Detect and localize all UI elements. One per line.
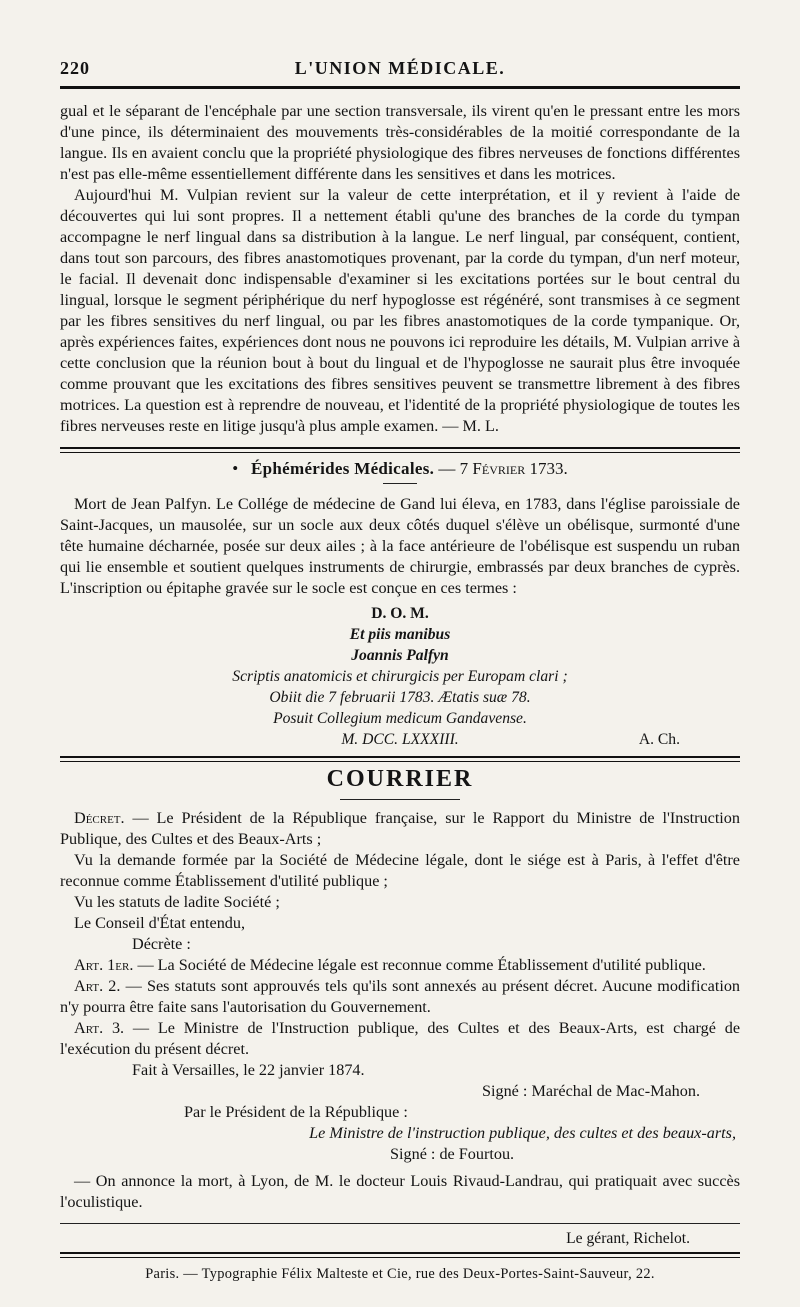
article-text: — Ses statuts sont approuvés tels qu'ils sont annexés au présent décret. Aucune modification n'y pourra être faite sans l'autorisation du Gouvernement.: [60, 977, 741, 1016]
article-text: — La Société de Médecine légale est reconnue comme Établissement d'utilité publique.: [137, 956, 706, 974]
death-notice: — On annonce la mort, à Lyon, de M. le docteur Louis Rivaud-Landrau, qui pratiquait avec succès l'oculistique.: [60, 1172, 740, 1211]
epitaph-date: M. DCC. LXXXIII.: [341, 731, 459, 748]
decree-considering: Vu la demande formée par la Société de Médecine légale, dont le siége est à Paris, à l'effet d'être reconnue comme Établissement d'utilité publique ;: [60, 851, 740, 890]
decree-place-date: Fait à Versailles, le 22 janvier 1874.: [132, 1061, 365, 1079]
decree-article: [60, 955, 740, 976]
footer-divider: [60, 1252, 740, 1258]
newspaper-page: [60, 52, 740, 1283]
article-text: — Le Ministre de l'Instruction publique, des Cultes et des Beaux-Arts, est chargé de l'exécution du présent décret.: [60, 1019, 740, 1058]
gerant-line: Le gérant, Richelot.: [566, 1230, 690, 1247]
decree-article: [60, 976, 740, 1018]
ephemerides-signature: A. Ch.: [638, 731, 680, 748]
epitaph-line: Scriptis anatomicis et chirurgicis per Europam clari ;: [232, 668, 568, 685]
epitaph-line: Joannis Palfyn: [351, 647, 449, 664]
bullet-icon: •: [232, 459, 239, 478]
footer-rule: [60, 1223, 740, 1224]
section-divider: [60, 447, 740, 453]
running-title: L'UNION MÉDICALE.: [294, 58, 506, 78]
decree-intro: [60, 808, 740, 850]
article-paragraph: Aujourd'hui M. Vulpian revient sur la valeur de cette interprétation, et il y revient à l'aide de découvertes qui lui sont propres. Il a nettement établi qu'une des branches de la corde du tympan accompagne le nerf lingual dans sa distribution à la langue. Le nerf lingual, par conséquent, contient, dans tout son parcours, des fibres anastomotiques provenant, par la corde du tympan, d'un nerf moteur, le facial. Il devenait donc indispensable d'examiner si les excitations portées sur le bout central du lingual, lorsque le segment périphérique du nerf hypoglosse est régénéré, sont transmises à ce segment par les fibres sensitives du nerf lingual, ou par les fibres anastomotiques de la corde tympanique. Or, après expériences faites, expériences dont nous ne pouvons ici reproduire les détails, M. Vulpian arrive à cette conclusion que la réunion bout à bout du lingual et de l'hypoglosse ne saurait plus être invoquée comme prouvant que les excitations des fibres sensitives peuvent se transmettre librement à des fibres motrices. La question est à reprendre de nouveau, et l'identité de la propriété physiologique de toutes les fibres nerveuses reste en litige jusqu'à plus ample examen. — M. L.: [60, 186, 740, 435]
decree-signature: Signé : de Fourtou.: [390, 1145, 515, 1163]
section-title: [60, 459, 740, 479]
article-paragraph: gual et le séparant de l'encéphale par une section transversale, ils virent qu'en le pressant entre les mors d'une pince, ils déterminaient des mouvements très-considérables de la moitié correspondante de la langue. Ils en avaient conclu que la propriété physiologique des fibres nerveuses de fonctions différentes n'est pas elle-même essentiellement différente dans les sensitives et dans les motrices.: [60, 102, 740, 183]
decree-considering: Le Conseil d'État entendu,: [74, 914, 246, 932]
short-rule: [340, 799, 460, 800]
courrier-title: COURRIER: [326, 766, 474, 792]
page-number: 220: [60, 58, 90, 78]
epitaph-line: Obiit die 7 februarii 1783. Ætatis suæ 78.: [269, 689, 531, 706]
decree-considering: Vu les statuts de ladite Société ;: [74, 893, 280, 911]
decree-label: Décret.: [74, 809, 125, 827]
article-label: Art. 1er.: [74, 956, 134, 974]
short-rule: [383, 483, 417, 484]
epitaph-final-line: [60, 729, 740, 750]
decree-verb: Décrète :: [132, 935, 191, 953]
epitaph-line: Et piis manibus: [349, 626, 451, 643]
printer-imprint: Paris. — Typographie Félix Malteste et Cie, rue des Deux-Portes-Saint-Sauveur, 22.: [145, 1266, 655, 1282]
article-vulpian: [60, 101, 740, 437]
ephemerides-title: Éphémérides Médicales.: [250, 459, 435, 478]
ephemerides-section: [60, 459, 740, 750]
decree-by-president: Par le Président de la République :: [184, 1103, 408, 1121]
article-label: Art. 3.: [74, 1019, 125, 1037]
decree-intro-text: — Le Président de la République française, sur le Rapport du Ministre de l'Instruction Publique, des Cultes et des Beaux-Arts ;: [60, 809, 740, 848]
epitaph-line: D. O. M.: [371, 605, 429, 622]
section-divider: [60, 756, 740, 762]
ephemerides-date: — 7 Février 1733.: [438, 459, 568, 478]
epitaph-line: Posuit Collegium medicum Gandavense.: [273, 710, 527, 727]
ephemerides-paragraph: Mort de Jean Palfyn. Le Collége de médecine de Gand lui éleva, en 1783, dans l'église paroissiale de Saint-Jacques, un mausolée, sur un socle aux deux côtés duquel s'élève un obélisque, surmonté d'une tête humaine décharnée, posée sur deux ailes ; à la face antérieure de l'obélisque est suspendu un ruban qui lie ensemble et soutient quelques instruments de chirurgie, embrassés par deux branches de cyprès. L'inscription ou épitaphe gravée sur le socle est conçue en ces termes :: [60, 495, 740, 597]
article-label: Art. 2.: [74, 977, 121, 995]
courrier-section: [60, 766, 740, 1213]
decree-signature: Signé : Maréchal de Mac-Mahon.: [481, 1082, 700, 1100]
decree-article: [60, 1018, 740, 1060]
page-header: [60, 52, 740, 86]
decree-minister: Le Ministre de l'instruction publique, des cultes et des beaux-arts,: [309, 1124, 736, 1142]
